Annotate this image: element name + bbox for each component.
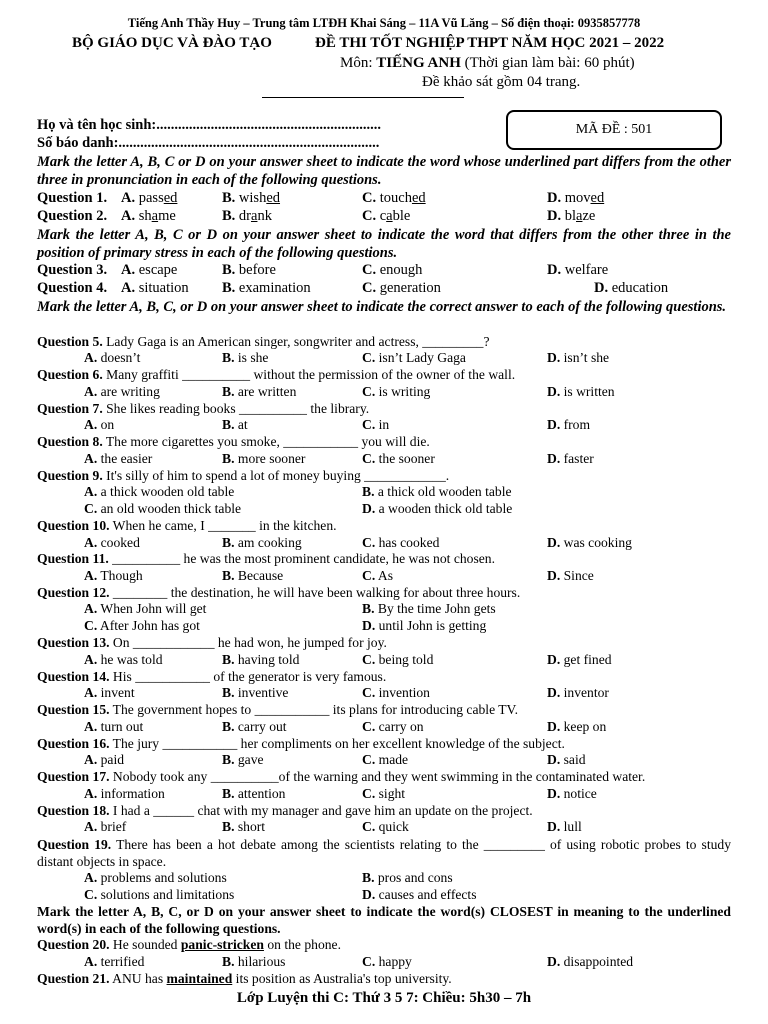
- question-12: Question 12. ________ the destination, he will have been walking for about three hours.: [37, 585, 521, 600]
- q15-option-d: D. keep on: [547, 719, 607, 734]
- q18-option-c: C. quick: [362, 819, 409, 834]
- q3-option-a: A. escape: [121, 262, 178, 278]
- q10-option-c: C. has cooked: [362, 535, 440, 550]
- question-15: Question 15. The government hopes to ___________ its plans for introducing cable TV.: [37, 702, 519, 717]
- q17-option-d: D. notice: [547, 786, 597, 801]
- question-11: Question 11. __________ he was the most prominent candidate, he was not chosen.: [37, 551, 495, 566]
- q7-option-c: C. in: [362, 417, 390, 432]
- q20-option-d: D. disappointed: [547, 954, 634, 969]
- q19-option-b: B. pros and cons: [362, 870, 453, 885]
- q12-option-c: C. After John has got: [84, 618, 200, 633]
- question-3: Question 3.: [37, 262, 108, 278]
- section-instruction-synonyms: Mark the letter A, B, C, or D on your answer sheet to indicate the word(s) CLOSEST in meaning to the underlined word(s) in each of the following questions.: [37, 904, 731, 936]
- q8-option-b: B. more sooner: [222, 451, 306, 466]
- q1-option-d: D. moved: [547, 190, 605, 206]
- q6-option-c: C. is writing: [362, 384, 431, 399]
- q13-option-a: A. he was told: [84, 652, 163, 667]
- q13-option-d: D. get fined: [547, 652, 612, 667]
- q17-option-c: C. sight: [362, 786, 406, 801]
- q13-option-b: B. having told: [222, 652, 300, 667]
- question-20: Question 20. He sounded panic-stricken on the phone.: [37, 937, 341, 952]
- q4-option-d: D. education: [594, 280, 669, 296]
- q9-option-d: D. a wooden thick old table: [362, 501, 513, 516]
- q3-option-c: C. enough: [362, 262, 423, 278]
- q12-option-b: B. By the time John gets: [362, 601, 496, 616]
- question-8: Question 8. The more cigarettes you smoke, ___________ you will die.: [37, 434, 430, 449]
- question-19: Question 19. There has been a hot debate among the scientists relating to the _________ of using robotic probes to study distant objects in space.: [37, 837, 731, 869]
- q7-option-b: B. at: [222, 417, 248, 432]
- q1-option-c: C. touched: [362, 190, 426, 206]
- subject-line: Môn: TIẾNG ANH (Thời gian làm bài: 60 phút): [340, 55, 635, 71]
- q10-option-b: B. am cooking: [222, 535, 302, 550]
- ministry-name: BỘ GIÁO DỤC VÀ ĐÀO TẠO: [72, 35, 272, 51]
- q11-option-d: D. Since: [547, 568, 594, 583]
- q13-option-c: C. being told: [362, 652, 434, 667]
- question-14: Question 14. His ___________ of the generator is very famous.: [37, 669, 387, 684]
- q14-option-d: D. inventor: [547, 685, 609, 700]
- q20-option-b: B. hilarious: [222, 954, 286, 969]
- q15-option-a: A. turn out: [84, 719, 144, 734]
- question-16: Question 16. The jury ___________ her compliments on her excellent knowledge of the subject.: [37, 736, 565, 751]
- q5-option-d: D. isn’t she: [547, 350, 610, 365]
- q15-option-c: C. carry on: [362, 719, 424, 734]
- q11-option-b: B. Because: [222, 568, 284, 583]
- question-5: Question 5. Lady Gaga is an American singer, songwriter and actress, _________?: [37, 334, 490, 349]
- center-info: Tiếng Anh Thầy Huy – Trung tâm LTĐH Khai Sáng – 11A Vũ Lăng – Số điện thoại: 0935857778: [127, 16, 641, 30]
- q2-option-a: A. shame: [121, 208, 176, 224]
- q17-option-b: B. attention: [222, 786, 286, 801]
- question-4: Question 4.: [37, 280, 108, 296]
- q10-option-a: A. cooked: [84, 535, 140, 550]
- q2-option-d: D. blaze: [547, 208, 596, 224]
- question-21: Question 21. ANU has maintained its position as Australia's top university.: [37, 971, 452, 986]
- q6-option-d: D. is written: [547, 384, 615, 399]
- q1-option-a: A. passed: [121, 190, 178, 206]
- question-10: Question 10. When he came, I _______ in the kitchen.: [37, 518, 337, 533]
- q11-option-a: A. Though: [84, 568, 143, 583]
- q2-option-c: C. cable: [362, 208, 411, 224]
- q12-option-a: A. When John will get: [84, 601, 207, 616]
- q10-option-d: D. was cooking: [547, 535, 632, 550]
- q3-option-d: D. welfare: [547, 262, 609, 278]
- section-instruction-grammar: Mark the letter A, B, C, or D on your answer sheet to indicate the correct answer to each of the following questions.: [37, 299, 727, 315]
- question-7: Question 7. She likes reading books __________ the library.: [37, 401, 370, 416]
- q16-option-b: B. gave: [222, 752, 264, 767]
- q8-option-a: A. the easier: [84, 451, 153, 466]
- q8-option-c: C. the sooner: [362, 451, 435, 466]
- q5-option-c: C. isn’t Lady Gaga: [362, 350, 466, 365]
- q9-option-a: A. a thick wooden old table: [84, 484, 235, 499]
- page-footer: Lớp Luyện thi C: Thứ 3 5 7: Chiều: 5h30 – 7h: [236, 990, 532, 1006]
- student-id-field: Số báo danh:........................................................................: [37, 135, 380, 151]
- question-13: Question 13. On ____________ he had won, he jumped for joy.: [37, 635, 387, 650]
- q16-option-a: A. paid: [84, 752, 125, 767]
- q20-option-a: A. terrified: [84, 954, 145, 969]
- q4-option-a: A. situation: [121, 280, 189, 296]
- question-1: Question 1.: [37, 190, 108, 206]
- q17-option-a: A. information: [84, 786, 165, 801]
- divider: [262, 97, 464, 98]
- q4-option-c: C. generation: [362, 280, 441, 296]
- q19-option-c: C. solutions and limitations: [84, 887, 235, 902]
- q20-option-c: C. happy: [362, 954, 412, 969]
- q15-option-b: B. carry out: [222, 719, 287, 734]
- q18-option-d: D. lull: [547, 819, 582, 834]
- q11-option-c: C. As: [362, 568, 393, 583]
- q18-option-a: A. brief: [84, 819, 127, 834]
- q7-option-d: D. from: [547, 417, 591, 432]
- q2-option-b: B. drank: [222, 208, 272, 224]
- q6-option-b: B. are written: [222, 384, 297, 399]
- exam-title: ĐỀ THI TỐT NGHIỆP THPT NĂM HỌC 2021 – 2022: [315, 35, 665, 51]
- question-18: Question 18. I had a ______ chat with my manager and gave him an update on the project.: [37, 803, 533, 818]
- question-6: Question 6. Many graffiti __________ without the permission of the owner of the wall.: [37, 367, 516, 382]
- q6-option-a: A. are writing: [84, 384, 160, 399]
- q5-option-b: B. is she: [222, 350, 269, 365]
- page-count: Đề khảo sát gồm 04 trang.: [422, 74, 581, 90]
- q14-option-a: A. invent: [84, 685, 135, 700]
- q19-option-a: A. problems and solutions: [84, 870, 227, 885]
- q3-option-b: B. before: [222, 262, 276, 278]
- q14-option-c: C. invention: [362, 685, 430, 700]
- section-instruction-pronunciation: Mark the letter A, B, C or D on your answer sheet to indicate the word whose underlined part differs from the other three in pronunciation in each of the following questions.: [37, 154, 731, 188]
- question-2: Question 2.: [37, 208, 108, 224]
- q8-option-d: D. faster: [547, 451, 594, 466]
- q4-option-b: B. examination: [222, 280, 311, 296]
- exam-code-box: MÃ ĐỀ : 501: [506, 110, 722, 150]
- question-17: Question 17. Nobody took any __________of the warning and they went swimming in the contaminated water.: [37, 769, 646, 784]
- q1-option-b: B. wished: [222, 190, 281, 206]
- q9-option-c: C. an old wooden thick table: [84, 501, 242, 516]
- q16-option-c: C. made: [362, 752, 409, 767]
- q5-option-a: A. doesn’t: [84, 350, 141, 365]
- section-instruction-stress: Mark the letter A, B, C or D on your answer sheet to indicate the word that differs from the other three in the position of primary stress in each of the following questions.: [37, 227, 731, 261]
- q9-option-b: B. a thick old wooden table: [362, 484, 512, 499]
- q12-option-d: D. until John is getting: [362, 618, 487, 633]
- q7-option-a: A. on: [84, 417, 115, 432]
- student-name-field: Họ và tên học sinh:..............................................................: [37, 117, 381, 133]
- q16-option-d: D. said: [547, 752, 586, 767]
- q14-option-b: B. inventive: [222, 685, 289, 700]
- q19-option-d: D. causes and effects: [362, 887, 477, 902]
- q18-option-b: B. short: [222, 819, 266, 834]
- question-9: Question 9. It's silly of him to spend a lot of money buying ____________.: [37, 468, 450, 483]
